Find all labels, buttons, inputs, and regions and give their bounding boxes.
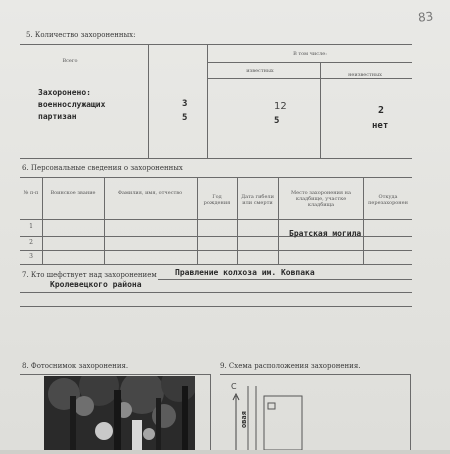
section9-title: 9. Схема расположения захоронения.: [220, 362, 361, 370]
trees-photo-image: [44, 376, 195, 450]
burial-place-value: Братская могила: [289, 229, 362, 238]
header-burial-place: Место захоронения на кладбище, участке кладбища: [290, 190, 351, 208]
header-death-date: Дата гибели или смерти: [241, 194, 274, 206]
row-number-1: 1: [29, 223, 33, 230]
unknown-value-1: 2: [378, 105, 385, 116]
typed-line: Захоронено:: [38, 88, 91, 97]
street-label: овая: [240, 411, 248, 428]
typed-line: военнослужащих: [38, 100, 106, 109]
unknown-value-2: нет: [372, 121, 389, 131]
location-scheme: [226, 380, 406, 450]
known-value-1: 12: [274, 101, 287, 112]
header-reburied-from: Откуда перезахоронен: [368, 194, 408, 206]
col-known: известных: [246, 68, 274, 74]
patron-line-2: Кролевецкого района: [50, 280, 142, 289]
col-unknown: неизвестных: [348, 72, 382, 78]
typed-burial-list: [38, 87, 105, 123]
typed-line: партизан: [38, 112, 77, 121]
row-number-3: 3: [29, 253, 33, 260]
page-number: 83: [417, 9, 434, 25]
header-birth-year: Год рождения: [203, 194, 231, 206]
patron-line-1: Правление колхоза им. Ковпака: [175, 268, 315, 277]
building-outline: [264, 396, 302, 450]
grave-photo: [44, 376, 195, 450]
total-value-2: 5: [182, 113, 188, 123]
north-label: С: [231, 382, 237, 391]
known-value-2: 5: [274, 116, 280, 126]
col-total: Всего: [62, 58, 78, 64]
header-number: № п-п: [23, 190, 39, 196]
row-number-2: 2: [29, 239, 33, 246]
section7-label: 7. Кто шефствует над захоронением: [22, 271, 157, 279]
header-rank: Воинское звание: [50, 190, 96, 196]
scheme-drawing: [226, 380, 406, 450]
section8-title: 8. Фотоснимок захоронения.: [22, 362, 129, 370]
grave-marker-icon: [268, 403, 275, 409]
section5-title: 5. Количество захороненных:: [26, 31, 136, 39]
section6-title: 6. Персональные сведения о захороненных: [22, 164, 183, 172]
total-value-1: 3: [182, 99, 188, 109]
col-including: В том числе:: [293, 51, 327, 57]
header-fullname: Фамилия, имя, отчество: [117, 190, 183, 196]
